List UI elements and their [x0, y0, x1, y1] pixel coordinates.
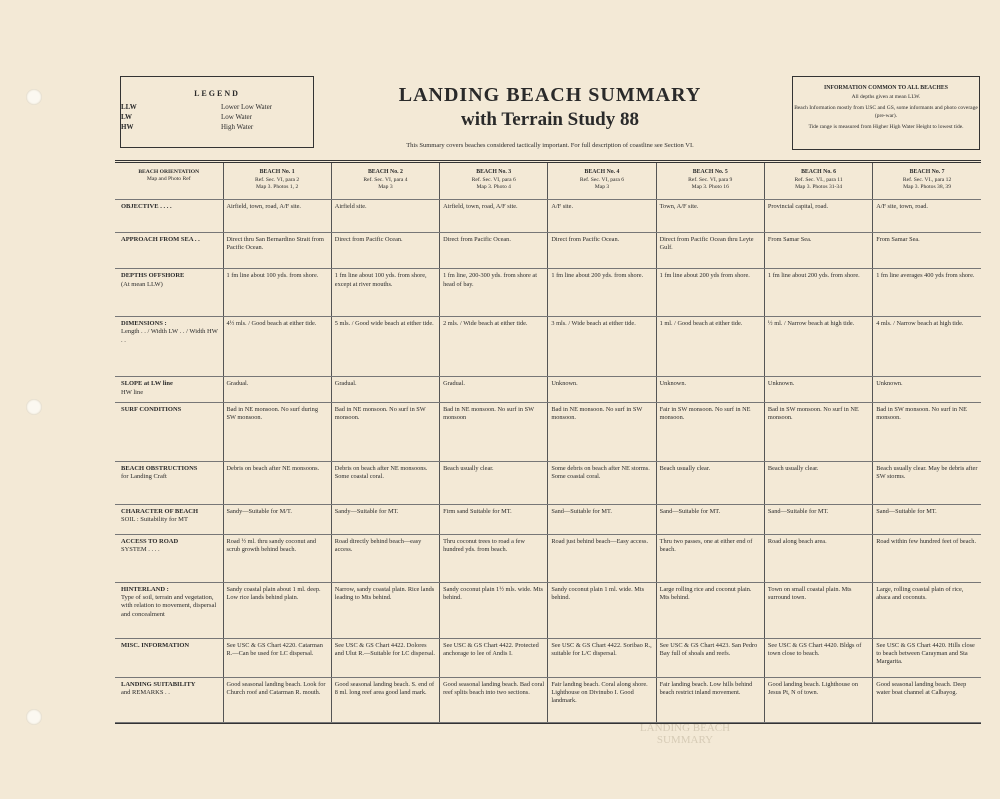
table-cell: 2 mls. / Wide beach at either tide.: [440, 316, 548, 376]
beach-map: Map 3. Photos 38, 39: [903, 183, 952, 190]
table-row: [115, 200, 981, 232]
table-cell: Bad in NE monsoon. No surf in SW monsoon.: [548, 403, 656, 461]
table-cell: 4 mls. / Narrow beach at high tide.: [873, 316, 981, 376]
row-label: [115, 403, 223, 461]
table-cell: Sandy—Suitable for MT.: [331, 504, 439, 534]
beach-ref: Ref. Sec. VI, para 6: [471, 176, 516, 183]
table-cell: Thru coconut trees to road a few hundred yds. from beach.: [440, 535, 548, 583]
table-cell: Gradual.: [440, 377, 548, 403]
table-cell: Road within few hundred feet of beach.: [873, 535, 981, 583]
table-cell: 1 fm line about 100 yds. from shore, except at river mouths.: [331, 269, 439, 317]
table-cell: A/F site, town, road.: [873, 200, 981, 232]
table-cell: Road along beach area.: [764, 535, 872, 583]
row-label: [115, 461, 223, 504]
row-label-main: MISC. INFORMATION: [121, 641, 190, 649]
binder-hole: [26, 399, 42, 415]
table-row: [115, 582, 981, 638]
table-cell: Narrow, sandy coastal plain. Rice lands leading to Mts behind.: [331, 582, 439, 638]
beach-name: BEACH No. 7: [909, 169, 945, 175]
beach-name: BEACH No. 1: [259, 169, 295, 175]
table-row: [115, 504, 981, 534]
beach-header: [548, 163, 656, 200]
table-cell: Town on small coastal plain. Mts surround town.: [764, 582, 872, 638]
row-label-sub: for Landing Craft: [121, 473, 167, 480]
beach-ref: Ref. Sec. VI, para 2: [255, 176, 300, 183]
table-cell: From Samar Sea.: [873, 232, 981, 269]
table-cell: Thru two passes, one at either end of beach.: [656, 535, 764, 583]
table-cell: Beach usually clear.: [440, 461, 548, 504]
binder-hole: [26, 89, 42, 105]
table-cell: Bad in NE monsoon. No surf in SW monsoon.: [331, 403, 439, 461]
row-label: [115, 232, 223, 269]
beach-map: Map 3. Photo 16: [691, 183, 729, 190]
table-cell: Good seasonal landing beach. Look for Church roof and Catarman R. mouth.: [223, 677, 331, 722]
binder-hole: [26, 709, 42, 725]
beach-ref: Ref. Sec. VI, para 9: [688, 176, 733, 183]
row-label: [115, 269, 223, 317]
legend-abbr: LW: [121, 113, 133, 121]
table-cell: Direct thru San Bernardino Strait from Pacific Ocean.: [223, 232, 331, 269]
table-cell: 1 fm line, 200-300 yds. from shore at head of bay.: [440, 269, 548, 317]
table-cell: Provincial capital, road.: [764, 200, 872, 232]
beach-ref: Ref. Sec. VI, para 4: [363, 176, 408, 183]
row-label-main: DIMENSIONS :: [121, 319, 167, 327]
row-label: [115, 535, 223, 583]
table-cell: See USC & GS Chart 4422. Dolores and Ulut R.—Suitable for LC dispersal.: [331, 638, 439, 677]
table-cell: See USC & GS Chart 4422. Soribao R., suitable for L/C dispersal.: [548, 638, 656, 677]
beach-ref: Ref. Sec. VI., para 12: [902, 176, 952, 183]
table-cell: Unknown.: [548, 377, 656, 403]
table-cell: See USC & GS Chart 4423. San Pedro Bay full of shoals and reefs.: [656, 638, 764, 677]
beach-summary-table: [115, 160, 981, 724]
beach-map: Map 3. Photos 1, 2: [256, 183, 299, 190]
table-row: [115, 535, 981, 583]
row-label-main: HINTERLAND :: [121, 585, 169, 593]
row-label-sub: SOIL : Suitability for MT: [121, 516, 188, 524]
table-row: [115, 232, 981, 269]
table-cell: Town, A/F site.: [656, 200, 764, 232]
table-cell: Sandy—Suitable for M/T.: [223, 504, 331, 534]
table-cell: Large, rolling coastal plain of rice, abaca and coconuts.: [873, 582, 981, 638]
beach-map: Map 3: [378, 183, 393, 190]
table-cell: See USC & GS Chart 4220. Catarman R.—Can be used for LC dispersal.: [223, 638, 331, 677]
table-cell: Road just behind beach—Easy access.: [548, 535, 656, 583]
table-cell: Unknown.: [656, 377, 764, 403]
beach-ref: Ref. Sec. VI, para 6: [579, 176, 625, 183]
page-subtitle: with Terrain Study 88: [461, 109, 639, 130]
table-cell: Some debris on beach after NE storms. Some coastal coral.: [548, 461, 656, 504]
table-cell: Sand—Suitable for MT.: [873, 504, 981, 534]
table-cell: Fair in SW monsoon. No surf in NE monsoon.: [656, 403, 764, 461]
row-label-main: APPROACH FROM SEA . .: [121, 235, 200, 243]
beach-name: BEACH No. 4: [584, 169, 620, 175]
info-box: [792, 76, 980, 150]
info-line: All depths given at mean LLW.: [851, 94, 921, 100]
row-label-sub: Length . . / Width LW . . / Width HW . .: [121, 328, 218, 344]
beach-map: Map 3. Photo 4: [476, 183, 511, 190]
legend-meaning: High Water: [221, 123, 254, 131]
table-cell: ½ ml. / Narrow beach at high tide.: [764, 316, 872, 376]
bleed-through-text: LANDING BEACH SUMMARY: [639, 722, 731, 747]
table-row: [115, 403, 981, 461]
beach-header: [440, 163, 548, 200]
beach-header: [873, 163, 981, 200]
beach-map: Map 3. Photos 31-34: [795, 183, 843, 190]
table-cell: Airfield, town, road, A/F site.: [223, 200, 331, 232]
legend-table: [121, 102, 313, 132]
table-row: [115, 316, 981, 376]
row-label-sub: (At mean LLW): [121, 280, 163, 288]
row-label-sub: SYSTEM . . . .: [121, 546, 160, 554]
table-cell: Good seasonal landing beach. S. end of 8 ml. long reef area good land mark.: [331, 677, 439, 722]
table-cell: Debris on beach after NE monsoons.: [223, 461, 331, 504]
table-cell: Bad in NE monsoon. No surf during SW monsoon.: [223, 403, 331, 461]
table-cell: Direct from Pacific Ocean.: [331, 232, 439, 269]
table-cell: Bad in SW monsoon. No surf in NE monsoon.: [873, 403, 981, 461]
table-cell: Bad in NE monsoon. No surf in SW monsoon: [440, 403, 548, 461]
table-cell: Firm sand Suitable for MT.: [440, 504, 548, 534]
table-cell: Sandy coconut plain 1 ml. wide. Mts behind.: [548, 582, 656, 638]
row-label-main: BEACH OBSTRUCTIONS: [121, 464, 198, 472]
info-heading: INFORMATION COMMON TO ALL BEACHES: [823, 85, 948, 91]
row-label: [115, 316, 223, 376]
legend-meaning: Lower Low Water: [221, 103, 273, 111]
table-cell: 4½ mls. / Good beach at either tide.: [223, 316, 331, 376]
row-label-sub: HW line: [121, 388, 144, 396]
page-title: LANDING BEACH SUMMARY: [398, 84, 702, 106]
table-cell: Fair landing beach. Coral along shore. Lighthouse on Divinubo I. Good landmark.: [548, 677, 656, 722]
legend-title: LEGEND: [194, 89, 240, 98]
table-row: [115, 677, 981, 722]
header-label: [115, 163, 223, 200]
table-cell: Direct from Pacific Ocean.: [548, 232, 656, 269]
row-label-main: SLOPE at LW line: [121, 380, 173, 388]
beach-ref: Ref. Sec. VI., para 11: [794, 176, 843, 183]
row-label: [115, 677, 223, 722]
table-cell: Sand—Suitable for MT.: [656, 504, 764, 534]
info-line: Beach Information mostly from USC and GS, some informants and photo coverage (pre-war).: [794, 104, 978, 119]
table-cell: Gradual.: [331, 377, 439, 403]
table-cell: 1 fm line about 100 yds. from shore.: [223, 269, 331, 317]
table-cell: Sand—Suitable for MT.: [548, 504, 656, 534]
table-cell: Large rolling rice and coconut plain. Mts behind.: [656, 582, 764, 638]
row-label-sub: Type of soil, terrain and vegetation, with relation to movement, dispersal and concealment: [121, 593, 217, 618]
table-cell: From Samar Sea.: [764, 232, 872, 269]
table-cell: Gradual.: [223, 377, 331, 403]
table-row: [115, 461, 981, 504]
table-cell: 3 mls. / Wide beach at either tide.: [548, 316, 656, 376]
table-cell: 1 ml. / Good beach at either tide.: [656, 316, 764, 376]
table-cell: Road ½ ml. thru sandy coconut and scrub growth behind beach.: [223, 535, 331, 583]
header-label-main: BEACH ORIENTATION: [138, 169, 200, 175]
beach-header: [656, 163, 764, 200]
table-row: [115, 377, 981, 403]
legend-meaning: Low Water: [221, 113, 252, 121]
table-cell: 1 fm line averages 400 yds from shore.: [873, 269, 981, 317]
table-cell: Good landing beach. Lighthouse on Jesus Pt, N of town.: [764, 677, 872, 722]
beach-name: BEACH No. 5: [692, 169, 728, 175]
header-row: [115, 163, 981, 200]
legend-abbr: LLW: [121, 103, 137, 111]
row-label-main: ACCESS TO ROAD: [121, 538, 179, 545]
table-cell: Unknown.: [764, 377, 872, 403]
row-label-main: LANDING SUITABILITY: [121, 680, 196, 688]
beach-name: BEACH No. 6: [801, 169, 837, 175]
beach-name: BEACH No. 3: [476, 169, 512, 175]
table-cell: Beach usually clear.: [764, 461, 872, 504]
table-cell: Good seasonal landing beach. Deep water boat channel at Calbayog.: [873, 677, 981, 722]
table-cell: Direct from Pacific Ocean.: [440, 232, 548, 269]
legend-box: [120, 76, 314, 148]
table-cell: A/F site.: [548, 200, 656, 232]
beach-header: [764, 163, 872, 200]
table-cell: Good seasonal landing beach. Bad coral reef splits beach into two sections.: [440, 677, 548, 722]
row-label-sub: and REMARKS . .: [121, 688, 170, 696]
row-label-main: SURF CONDITIONS: [121, 406, 182, 414]
title-block: [340, 84, 760, 149]
row-label-main: DEPTHS OFFSHORE: [121, 272, 185, 280]
table-cell: Airfield, town, road, A/F site.: [440, 200, 548, 232]
table-cell: Airfield site.: [331, 200, 439, 232]
beach-header: [331, 163, 439, 200]
table-cell: Direct from Pacific Ocean thru Leyte Gulf.: [656, 232, 764, 269]
beach-map: Map 3: [594, 183, 610, 190]
row-label-main: CHARACTER OF BEACH: [121, 507, 199, 515]
table-cell: Bad in SW monsoon. No surf in NE monsoon.: [764, 403, 872, 461]
table-cell: 1 fm line about 200 yds. from shore.: [548, 269, 656, 317]
table-cell: See USC & GS Chart 4422. Protected anchorage to lee of Andis I.: [440, 638, 548, 677]
table-cell: Unknown.: [873, 377, 981, 403]
table-cell: See USC & GS Chart 4420. Hills close to beach between Carayman and Sta Margarita.: [873, 638, 981, 677]
table-cell: 1 fm line about 200 yds. from shore.: [764, 269, 872, 317]
row-label: [115, 582, 223, 638]
table-row: [115, 638, 981, 677]
table-cell: Sand—Suitable for MT.: [764, 504, 872, 534]
table-cell: Debris on beach after NE monsoons. Some coastal coral.: [331, 461, 439, 504]
table-cell: 1 fm line about 200 yds from shore.: [656, 269, 764, 317]
table-cell: See USC & GS Chart 4420. Bldgs of town close to beach.: [764, 638, 872, 677]
table-cell: Sandy coconut plain 1½ mls. wide. Mts behind.: [440, 582, 548, 638]
row-label: [115, 377, 223, 403]
beach-header: [223, 163, 331, 200]
row-label-main: OBJECTIVE . . . .: [121, 203, 172, 211]
table-cell: Beach usually clear. May be debris after SW storms.: [873, 461, 981, 504]
row-label: [115, 638, 223, 677]
table-cell: 5 mls. / Good wide beach at either tide.: [331, 316, 439, 376]
table-cell: Beach usually clear.: [656, 461, 764, 504]
table-row: [115, 269, 981, 317]
table-cell: Road directly behind beach—easy access.: [331, 535, 439, 583]
table-cell: Fair landing beach. Low hills behind beach restrict inland movement.: [656, 677, 764, 722]
beach-name: BEACH No. 2: [367, 169, 403, 175]
row-label: [115, 504, 223, 534]
legend-abbr: HW: [121, 123, 134, 131]
summary-note: This Summary covers beaches considered tactically important. For full description of coastline see Section VI.: [406, 142, 694, 149]
header-label-sub: Map and Photo Ref: [146, 176, 191, 183]
table-cell: Sandy coastal plain about 1 ml. deep. Low rice lands behind plain.: [223, 582, 331, 638]
info-line: Tide range is measured from Higher High Water Height to lowest tide.: [808, 123, 964, 130]
row-label: [115, 200, 223, 232]
